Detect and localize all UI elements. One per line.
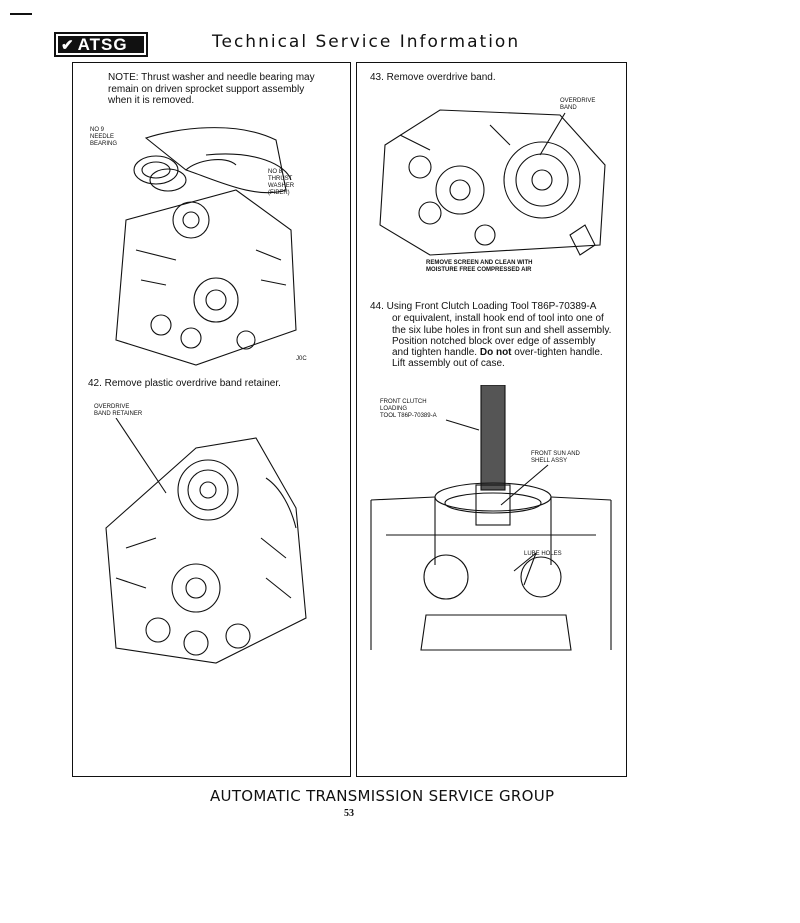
atsg-logo (54, 32, 148, 57)
step-44-line-5 (392, 347, 603, 359)
step-44-line-3: the six lube holes in front sun and shell assembly. (392, 325, 612, 336)
step-44-line-4: Position notched block over edge of assembly (392, 336, 596, 347)
label-front-sun-shell: FRONT SUN AND SHELL ASSY (531, 451, 580, 464)
note-text: NOTE: Thrust washer and needle bearing may remain on driven sprocket support assembly when it is removed. (108, 72, 315, 106)
label-lube-holes: LUBE HOLES (524, 551, 562, 557)
figure-code: J0C (296, 356, 307, 362)
figure-needle-bearing-illustration (86, 110, 331, 372)
page-header-title: Technical Service Information (212, 32, 521, 52)
label-front-clutch-loading-tool: FRONT CLUTCH LOADING TOOL T86P-70389-A (380, 399, 437, 419)
logo-text: ATSG (77, 34, 128, 54)
step-43-text: 43. Remove overdrive band. (370, 72, 496, 83)
step-44-line-5c: over-tighten handle. (511, 347, 603, 358)
figure-front-clutch-tool-illustration (366, 385, 616, 660)
label-needle-bearing: NO 9 NEEDLE BEARING (90, 127, 118, 147)
label-remove-screen: REMOVE SCREEN AND CLEAN WITH MOISTURE FREE COMPRESSED AIR (426, 260, 533, 273)
corner-mark (10, 13, 32, 15)
label-thrust-washer: NO 8 THRUST WASHER (FIBER) (268, 169, 295, 196)
figure-band-retainer-illustration (86, 418, 331, 680)
step-44-line-2: or equivalent, install hook end of tool into one of (392, 313, 604, 324)
label-overdrive-band-retainer: OVERDRIVE BAND RETAINER (94, 404, 143, 417)
step-44-line-1: 44. Using Front Clutch Loading Tool T86P-70389-A (370, 301, 597, 312)
step-44-line-5a: and tighten handle. (392, 347, 480, 358)
step-42-text: 42. Remove plastic overdrive band retainer. (88, 378, 281, 389)
footer-title: AUTOMATIC TRANSMISSION SERVICE GROUP (210, 787, 555, 805)
checkmark-icon: ✔ (61, 36, 75, 54)
step-44-do-not: Do not (479, 347, 512, 358)
label-overdrive-band: OVERDRIVE BAND (560, 98, 596, 111)
figure-overdrive-band-illustration (370, 95, 615, 265)
step-44-line-6: Lift assembly out of case. (392, 358, 505, 369)
page-number: 53 (344, 808, 354, 819)
